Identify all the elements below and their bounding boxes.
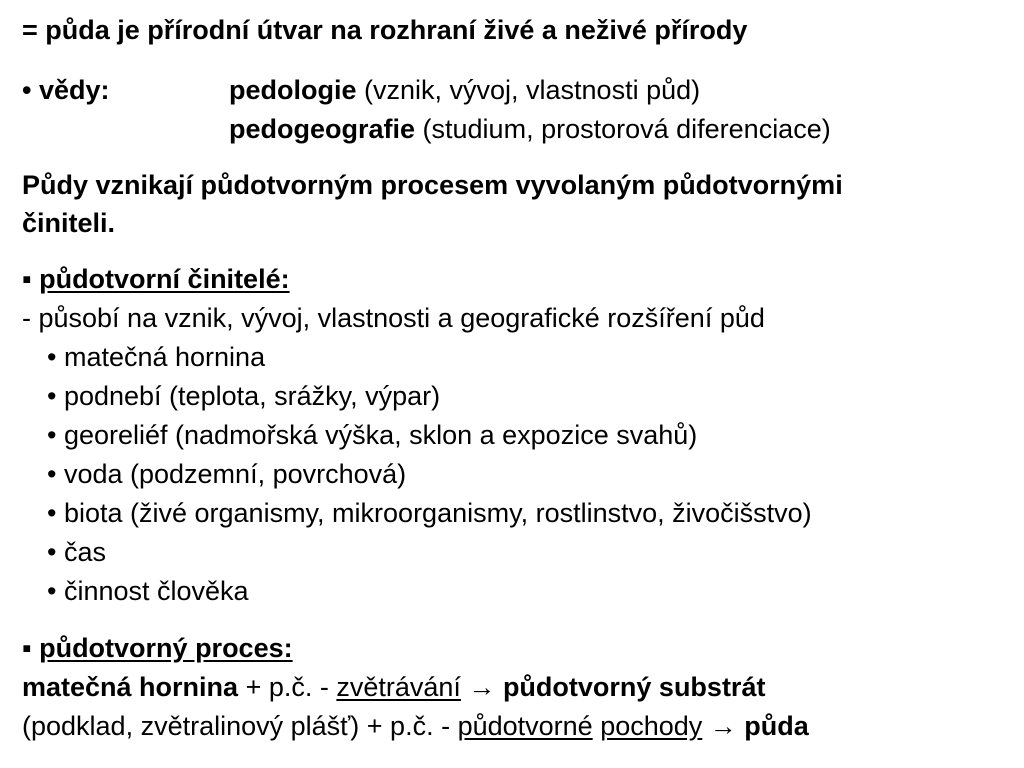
factor-item: • voda (podzemní, povrchová) xyxy=(47,459,407,489)
formation-line: Půdy vznikají půdotvorným procesem vyvolaným půdotvornými xyxy=(22,170,843,200)
arrow-icon: → xyxy=(460,672,503,702)
definition: = půda je přírodní útvar na rozhraní živé a neživé přírody xyxy=(22,15,748,45)
factor-item: • georeliéf (nadmořská výška, sklon a expozice svahů) xyxy=(47,420,698,450)
factors-intro: - působí na vznik, vývoj, vlastnosti a geografické rozšíření půd xyxy=(22,303,765,333)
square-bullet-icon: ▪ xyxy=(22,633,40,663)
process-term: matečná hornina xyxy=(22,672,239,702)
process-term-underlined: pochody xyxy=(600,711,703,741)
factors-title: půdotvorní činitelé: xyxy=(39,264,290,294)
sciences-label: • vědy: xyxy=(22,75,110,105)
process-text: + p.č. - xyxy=(238,672,337,702)
science-desc: (vznik, vývoj, vlastnosti půd) xyxy=(356,75,701,105)
factor-item: • biota (živé organismy, mikroorganismy, rostlinstvo, živočišstvo) xyxy=(47,498,812,528)
formation-line: činiteli. xyxy=(22,208,116,238)
process-text: (podklad, zvětralinový plášť) + p.č. - xyxy=(22,711,458,741)
factor-item: • činnost člověka xyxy=(47,576,249,606)
process-term-underlined: půdotvorné xyxy=(457,711,593,741)
process-line xyxy=(22,710,809,742)
process-line xyxy=(22,671,765,703)
factor-item: • čas xyxy=(47,537,106,567)
process-term-underlined: zvětrávání xyxy=(336,672,461,702)
factor-item: • matečná hornina xyxy=(47,342,266,372)
science-item xyxy=(229,74,700,106)
factor-item: • podnebí (teplota, srážky, výpar) xyxy=(47,381,441,411)
science-desc: (studium, prostorová diferenciace) xyxy=(415,114,831,144)
science-term: pedologie xyxy=(229,75,357,105)
arrow-icon: → xyxy=(702,711,745,741)
process-term: půda xyxy=(744,711,809,741)
square-bullet-icon: ▪ xyxy=(22,264,40,294)
science-item xyxy=(229,113,831,145)
process-heading xyxy=(22,632,293,664)
process-term: půdotvorný substrát xyxy=(502,672,766,702)
process-title: půdotvorný proces: xyxy=(39,633,293,663)
science-term: pedogeografie xyxy=(229,114,416,144)
factors-heading xyxy=(22,263,290,295)
